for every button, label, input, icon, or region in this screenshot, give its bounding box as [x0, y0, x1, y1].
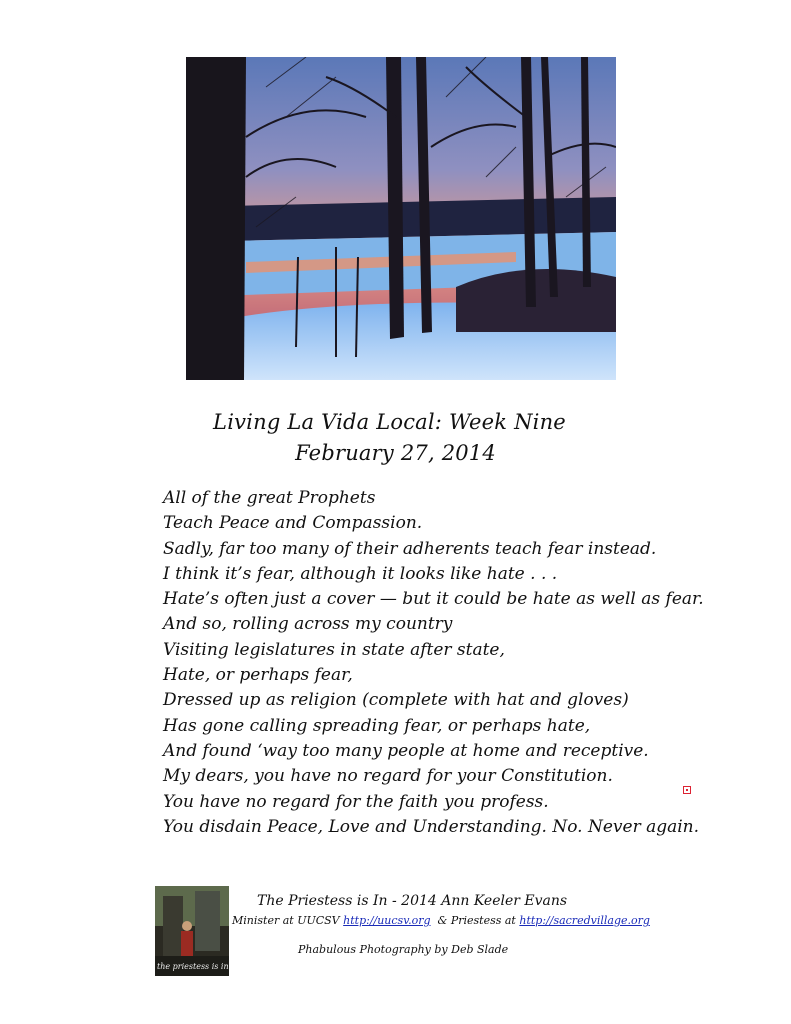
footer-title: The Priestess is In - 2014 Ann Keeler Evans	[257, 893, 568, 909]
poem-line: Dressed up as religion (complete with hat and gloves)	[163, 690, 629, 711]
poem-body	[163, 486, 723, 840]
annotation-marker-icon[interactable]	[683, 786, 691, 794]
poem-line: I think it’s fear, although it looks like hate . . .	[163, 563, 558, 584]
poem-line: Visiting legislatures in state after state,	[163, 639, 505, 660]
poem-line: And found ‘way too many people at home and receptive.	[163, 740, 649, 761]
poem-line: All of the great Prophets	[163, 488, 376, 508]
priestess-label: & Priestess at	[437, 914, 516, 927]
minister-label: Minister at UUCSV	[232, 914, 340, 927]
poem-line: Hate, or perhaps fear,	[163, 665, 353, 686]
uucsv-link[interactable]: http://uucsv.org	[343, 914, 431, 927]
poem-line: Teach Peace and Compassion.	[163, 513, 423, 534]
poem-line: You have no regard for the faith you profess.	[163, 791, 549, 812]
poem-line: My dears, you have no regard for your Constitution.	[163, 766, 613, 787]
poem-line: You disdain Peace, Love and Understanding. No. Never again.	[163, 816, 700, 837]
poem-line: Hate’s often just a cover — but it could be hate as well as fear.	[163, 589, 704, 610]
poem-line: Has gone calling spreading fear, or perhaps hate,	[163, 715, 591, 736]
poem-line: Sadly, far too many of their adherents teach fear instead.	[163, 538, 657, 559]
footer-affiliation	[232, 914, 650, 927]
winter-sunset-photo	[186, 57, 616, 380]
priestess-thumbnail	[155, 886, 229, 976]
sacredvillage-link[interactable]: http://sacredvillage.org	[519, 914, 650, 927]
page-date: February 27, 2014	[295, 441, 496, 465]
poem-line: And so, rolling across my country	[163, 614, 453, 635]
thumbnail-caption: the priestess is in	[157, 962, 229, 971]
page-title: Living La Vida Local: Week Nine	[213, 410, 566, 434]
photo-credit: Phabulous Photography by Deb Slade	[298, 943, 509, 956]
